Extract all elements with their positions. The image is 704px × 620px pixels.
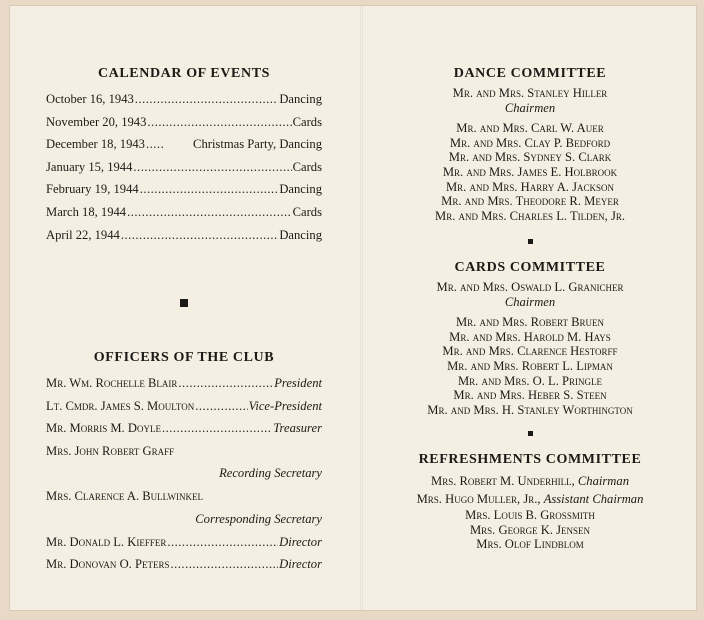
leader-dots	[195, 399, 247, 414]
committee-member: Mr. and Mrs. Charles L. Tilden, Jr.	[435, 208, 625, 223]
event-date: February 19, 1944	[46, 182, 139, 197]
dance-committee-chair: Mr. and Mrs. Stanley Hiller	[452, 86, 608, 100]
event-name: Cards	[292, 204, 322, 219]
refreshments-assistant-line	[380, 490, 680, 508]
leader-dots	[170, 557, 278, 572]
leader-dots	[146, 137, 164, 152]
fold-crease	[360, 6, 363, 610]
committee-member: Mr. and Mrs. Harold M. Hays	[449, 329, 611, 344]
officers-title: OFFICERS OF THE CLUB	[93, 350, 275, 365]
calendar-title: CALENDAR OF EVENTS	[97, 66, 271, 81]
officer-role: Director	[279, 557, 322, 572]
dance-committee-title: DANCE COMMITTEE	[453, 66, 607, 81]
calendar-list	[46, 92, 322, 250]
officer-row	[46, 376, 322, 399]
officer-row	[46, 444, 322, 467]
calendar-row	[46, 228, 322, 251]
leader-dots	[167, 535, 278, 550]
committee-member: Mr. and Mrs. Robert Bruen	[455, 315, 605, 330]
leader-dots	[178, 376, 273, 391]
refreshments-committee-title: REFRESHMENTS COMMITTEE	[418, 452, 642, 467]
event-name: Cards	[292, 159, 322, 174]
event-date: January 15, 1944	[46, 159, 133, 174]
calendar-row	[46, 160, 322, 183]
leader-dots	[162, 421, 272, 436]
event-name: Cards	[292, 114, 322, 129]
leader-dots	[133, 160, 291, 175]
officer-name: Lt. Cmdr. James S. Moulton	[46, 398, 195, 413]
refreshments-assistant-role: Assistant Chairman	[543, 492, 644, 506]
committee-member: Mr. and Mrs. Robert L. Lipman	[447, 358, 613, 373]
event-date: April 22, 1944	[46, 227, 120, 242]
event-date: October 16, 1943	[46, 92, 134, 106]
officer-row	[46, 535, 322, 558]
officer-name: Mrs. John Robert Graff	[46, 443, 175, 458]
committee-member: Mr. and Mrs. H. Stanley Worthington	[427, 402, 633, 417]
cards-committee-title: CARDS COMMITTEE	[454, 260, 606, 275]
committee-member: Mr. and Mrs. Clay P. Bedford	[449, 135, 611, 150]
committee-member: Mr. and Mrs. O. L. Pringle	[457, 373, 603, 388]
event-name: Dancing	[279, 92, 322, 106]
calendar-row	[46, 182, 322, 205]
event-name: Christmas Party, Dancing	[193, 137, 322, 152]
refreshments-chair-line	[380, 472, 680, 490]
cards-committee-chair-label: Chairmen	[504, 294, 556, 309]
committee-member: Mrs. George K. Jensen	[469, 522, 591, 537]
refreshments-assistant-name: Mrs. Hugo Muller, Jr.,	[416, 492, 541, 506]
committee-member: Mr. and Mrs. Harry A. Jackson	[445, 179, 614, 194]
officer-name: Mr. Morris M. Doyle	[46, 421, 161, 436]
leader-dots	[140, 182, 279, 197]
officer-row	[46, 557, 322, 580]
committee-member: Mr. and Mrs. Sydney S. Clark	[448, 150, 612, 165]
officer-name: Mr. Wm. Rochelle Blair	[46, 376, 178, 390]
event-date: November 20, 1943	[46, 114, 147, 129]
officer-row	[46, 489, 322, 512]
committee-member: Mr. and Mrs. Clarence Hestorff	[442, 344, 618, 359]
event-name: Dancing	[279, 227, 322, 242]
calendar-row	[46, 92, 322, 115]
officer-role: Recording Secretary	[219, 466, 322, 481]
dance-committee-chair-label: Chairmen	[504, 100, 556, 115]
refreshments-chair-name: Mrs. Robert M. Underhill,	[431, 474, 575, 488]
leader-dots	[147, 115, 291, 130]
officer-row	[46, 421, 322, 444]
officer-role: Vice-President	[248, 398, 322, 413]
officer-name: Mr. Donald L. Kieffer	[46, 534, 167, 549]
committee-member: Mr. and Mrs. Theodore R. Meyer	[441, 194, 619, 209]
committee-member: Mr. and Mrs. Carl W. Auer	[456, 121, 604, 136]
committee-member: Mr. and Mrs. James E. Holbrook	[442, 164, 618, 179]
officer-role: President	[274, 376, 322, 390]
section-divider-bullet	[180, 299, 188, 307]
calendar-row	[46, 115, 322, 138]
officer-role: Corresponding Secretary	[195, 511, 322, 526]
committee-member: Mrs. Louis B. Grossmith	[465, 508, 595, 522]
leader-dots	[135, 92, 279, 107]
calendar-row	[46, 205, 322, 228]
event-date: March 18, 1944	[46, 204, 127, 219]
officer-name: Mr. Donovan O. Peters	[46, 557, 170, 572]
officers-list	[46, 376, 322, 580]
committee-member: Mrs. Olof Lindblom	[476, 537, 584, 552]
event-date: December 18, 1943	[46, 137, 145, 152]
calendar-row	[46, 137, 322, 160]
cards-committee-chair: Mr. and Mrs. Oswald L. Granicher	[436, 280, 624, 294]
section-divider-bullet	[528, 239, 533, 244]
leader-dots	[121, 228, 279, 243]
officer-role: Director	[279, 534, 322, 549]
committee-member: Mr. and Mrs. Heber S. Steen	[453, 388, 607, 403]
officer-row	[46, 399, 322, 422]
leader-dots	[127, 205, 292, 220]
officer-role: Treasurer	[273, 421, 322, 436]
officer-name: Mrs. Clarence A. Bullwinkel	[46, 489, 203, 504]
program-card	[10, 6, 696, 610]
event-name: Dancing	[279, 182, 322, 197]
refreshments-chair-role: Chairman	[577, 474, 629, 488]
section-divider-bullet	[528, 431, 533, 436]
